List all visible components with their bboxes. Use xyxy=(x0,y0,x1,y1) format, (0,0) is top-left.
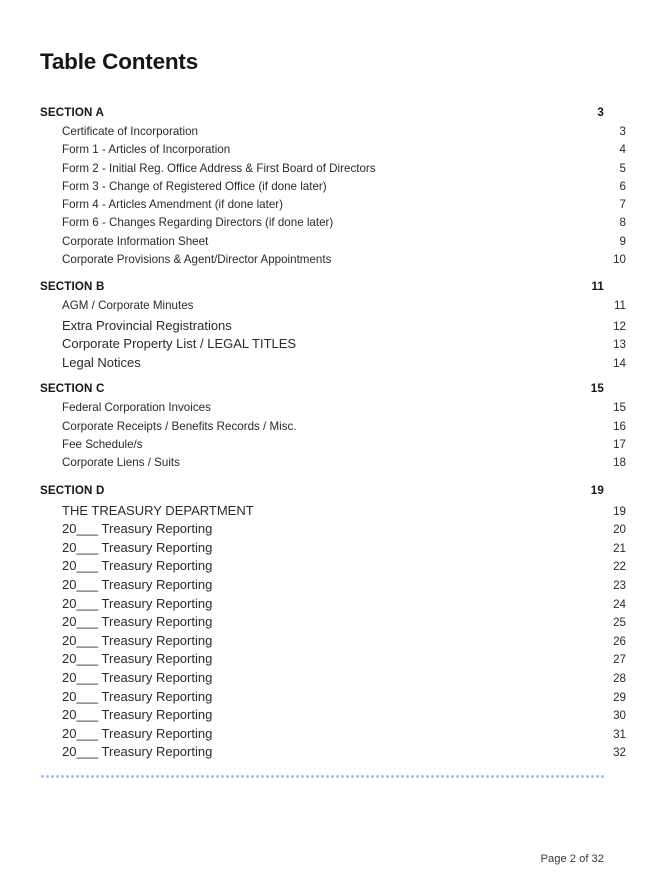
toc-entry-row[interactable] xyxy=(40,651,626,670)
toc-entry-label: Certificate of Incorporation xyxy=(62,125,198,138)
page-title: Table Contents xyxy=(40,49,199,74)
toc-section-row[interactable] xyxy=(40,382,604,401)
toc-entry-row[interactable] xyxy=(40,235,626,253)
dotted-divider xyxy=(40,775,604,778)
toc-entry-label: 20___ Treasury Reporting xyxy=(62,614,213,630)
toc-page-number: 27 xyxy=(613,653,626,667)
toc-entry-label: 20___ Treasury Reporting xyxy=(62,521,213,537)
toc-entry-row[interactable] xyxy=(40,253,626,271)
toc-entry-label: 20___ Treasury Reporting xyxy=(62,688,213,704)
toc-entry-row[interactable] xyxy=(40,401,626,419)
toc-entry-label: Federal Corporation Invoices xyxy=(62,401,211,415)
toc-page-number: 29 xyxy=(613,690,626,704)
toc-page-number: 32 xyxy=(613,746,626,760)
toc-page-number: 15 xyxy=(590,382,604,396)
toc-entry-row[interactable] xyxy=(40,558,626,577)
toc-page-number: 19 xyxy=(613,504,626,518)
toc-page-number: 3 xyxy=(619,125,626,138)
toc-entry-row[interactable] xyxy=(40,438,626,456)
toc-page-number: 6 xyxy=(619,179,626,193)
footer-page-label: Page 2 of 32 xyxy=(540,853,604,865)
toc-entry-row[interactable] xyxy=(40,318,626,337)
toc-entry-label: 20___ Treasury Reporting xyxy=(62,539,213,555)
toc-entry-label: THE TREASURY DEPARTMENT xyxy=(62,502,254,518)
toc-entry-row[interactable] xyxy=(40,143,626,161)
toc-entry-row[interactable] xyxy=(40,355,626,374)
toc-entry-label: Legal Notices xyxy=(62,354,141,370)
toc-section-row[interactable] xyxy=(40,106,604,125)
toc-page-number: 22 xyxy=(613,560,626,574)
toc-entry-label: Corporate Provisions & Agent/Director Appointments xyxy=(62,253,332,267)
toc-entry-label: Form 2 - Initial Reg. Office Address & First Board of Directors xyxy=(62,161,376,175)
toc-page-number: 8 xyxy=(619,216,626,230)
toc-page-number: 17 xyxy=(613,438,626,452)
toc-entry-label: Form 1 - Articles of Incorporation xyxy=(62,143,231,157)
toc-entry-label: Corporate Liens / Suits xyxy=(62,456,180,470)
toc-page-number: 25 xyxy=(613,616,626,630)
table-of-contents xyxy=(40,106,626,763)
toc-entry-row[interactable] xyxy=(40,336,626,355)
toc-page-number: 21 xyxy=(613,541,626,555)
toc-page-number: 19 xyxy=(590,483,604,497)
toc-page-number: 26 xyxy=(613,634,626,648)
toc-entry-row[interactable] xyxy=(40,726,626,745)
toc-entry-label: Corporate Receipts / Benefits Records / Misc. xyxy=(62,419,297,433)
toc-section-label: SECTION D xyxy=(40,483,105,497)
toc-entry-label: Form 6 - Changes Regarding Directors (if done later) xyxy=(62,216,334,230)
toc-entry-row[interactable] xyxy=(40,540,626,559)
toc-entry-row[interactable] xyxy=(40,216,626,234)
toc-entry-row[interactable] xyxy=(40,670,626,689)
toc-page-number: 5 xyxy=(619,161,626,175)
toc-entry-row[interactable] xyxy=(40,596,626,615)
toc-entry-label: Corporate Information Sheet xyxy=(62,234,209,248)
toc-entry-row[interactable] xyxy=(40,456,626,474)
toc-page-number: 10 xyxy=(613,253,626,267)
toc-page-number: 15 xyxy=(613,401,626,415)
toc-page-number: 28 xyxy=(613,671,626,685)
toc-entry-label: 20___ Treasury Reporting xyxy=(62,707,213,723)
toc-entry-label: 20___ Treasury Reporting xyxy=(62,725,213,741)
toc-entry-row[interactable] xyxy=(40,744,626,763)
toc-entry-label: Extra Provincial Registrations xyxy=(62,317,232,333)
toc-page-number: 4 xyxy=(619,143,626,157)
toc-entry-label: 20___ Treasury Reporting xyxy=(62,577,213,593)
toc-page-number: 20 xyxy=(613,523,626,537)
toc-page-number: 12 xyxy=(613,319,626,333)
toc-page-number: 11 xyxy=(613,299,626,313)
toc-page-number: 3 xyxy=(597,106,604,119)
toc-entry-row[interactable] xyxy=(40,180,626,198)
toc-page-number: 23 xyxy=(613,579,626,593)
toc-entry-row[interactable] xyxy=(40,521,626,540)
toc-entry-row[interactable] xyxy=(40,125,626,143)
toc-page-number: 13 xyxy=(613,338,626,352)
toc-entry-row[interactable] xyxy=(40,577,626,596)
toc-entry-row[interactable] xyxy=(40,198,626,216)
toc-entry-label: 20___ Treasury Reporting xyxy=(62,558,213,574)
toc-entry-row[interactable] xyxy=(40,633,626,652)
toc-entry-row[interactable] xyxy=(40,689,626,708)
toc-entry-row[interactable] xyxy=(40,503,626,522)
toc-entry-label: 20___ Treasury Reporting xyxy=(62,651,213,667)
toc-entry-label: 20___ Treasury Reporting xyxy=(62,669,213,685)
toc-entry-row[interactable] xyxy=(40,162,626,180)
toc-page-number: 9 xyxy=(619,234,626,248)
toc-entry-label: Form 4 - Articles Amendment (if done later) xyxy=(62,198,284,212)
toc-section-label: SECTION A xyxy=(40,106,105,119)
toc-page-number: 18 xyxy=(613,456,626,470)
toc-entry-row[interactable] xyxy=(40,299,626,317)
toc-page-number: 7 xyxy=(619,198,626,212)
toc-section-label: SECTION C xyxy=(40,382,105,396)
toc-entry-label: 20___ Treasury Reporting xyxy=(62,595,213,611)
toc-section-row[interactable] xyxy=(40,484,604,503)
toc-section-row[interactable] xyxy=(40,280,604,299)
toc-page-number: 11 xyxy=(591,280,604,294)
toc-entry-label: Corporate Property List / LEGAL TITLES xyxy=(62,336,297,352)
toc-entry-row[interactable] xyxy=(40,707,626,726)
toc-entry-label: 20___ Treasury Reporting xyxy=(62,744,213,760)
toc-entry-row[interactable] xyxy=(40,420,626,438)
toc-page-number: 31 xyxy=(613,727,626,741)
toc-entry-row[interactable] xyxy=(40,614,626,633)
toc-page-number: 16 xyxy=(613,419,626,433)
toc-page-number: 24 xyxy=(613,597,626,611)
toc-entry-label: Form 3 - Change of Registered Office (if done later) xyxy=(62,179,327,193)
toc-entry-label: Fee Schedule/s xyxy=(62,438,143,452)
toc-section-label: SECTION B xyxy=(40,280,105,294)
toc-page-number: 14 xyxy=(613,356,626,370)
toc-entry-label: 20___ Treasury Reporting xyxy=(62,632,213,648)
toc-entry-label: AGM / Corporate Minutes xyxy=(62,299,194,313)
toc-page-number: 30 xyxy=(613,709,626,723)
